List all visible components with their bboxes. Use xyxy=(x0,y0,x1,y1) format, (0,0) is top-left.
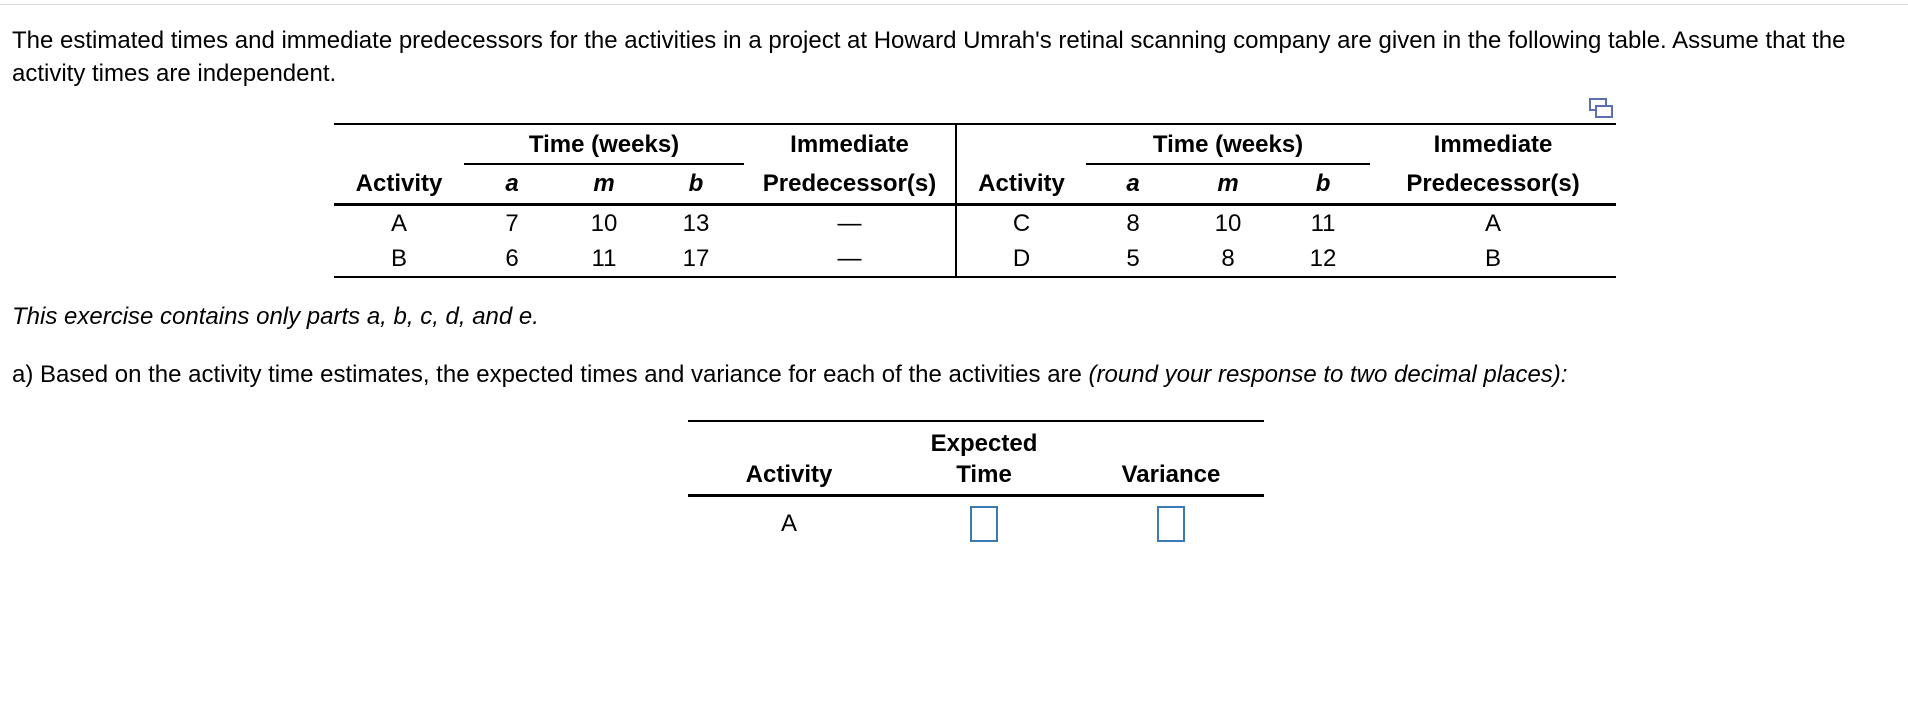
a-cell: 7 xyxy=(505,209,519,237)
table-row xyxy=(688,496,1264,552)
m-cell: 11 xyxy=(560,241,648,277)
a-header: a xyxy=(1086,165,1180,205)
answer-activity-header: Activity xyxy=(688,421,890,496)
copy-table-icon[interactable] xyxy=(1588,97,1614,119)
m-cell: 10 xyxy=(590,209,618,237)
exercise-note: This exercise contains only parts a, b, c, d, and e. xyxy=(12,303,539,330)
predecessor-cell: — xyxy=(837,209,862,237)
predecessors-header: Predecessor(s) xyxy=(1370,165,1616,205)
table-row xyxy=(334,205,1616,242)
b-header: b xyxy=(1276,165,1370,205)
a-cell: 5 xyxy=(1086,241,1180,277)
expected-time-header: Expected Time xyxy=(890,421,1078,496)
immediate-header: Immediate xyxy=(1370,124,1616,165)
m-header: m xyxy=(1180,165,1276,205)
predecessor-table xyxy=(334,123,1616,278)
predecessors-header: Predecessor(s) xyxy=(744,165,956,205)
m-cell: 10 xyxy=(1214,209,1242,237)
activity-cell: A xyxy=(390,209,407,237)
activity-header: Activity xyxy=(956,165,1086,205)
expected-time-input-a[interactable] xyxy=(970,506,998,542)
m-header: m xyxy=(560,165,648,205)
activity-cell: C xyxy=(956,205,1086,242)
variance-input-a[interactable] xyxy=(1157,506,1185,542)
answer-activity-cell: A xyxy=(780,510,797,537)
activity-cell: B xyxy=(334,241,464,277)
predecessor-cell: — xyxy=(744,241,956,277)
b-cell: 12 xyxy=(1276,241,1370,277)
predecessor-cell: A xyxy=(1485,209,1502,237)
time-weeks-header: Time (weeks) xyxy=(1086,124,1370,165)
a-header: a xyxy=(464,165,560,205)
predecessor-cell: B xyxy=(1370,241,1616,277)
answer-table xyxy=(688,420,1264,551)
time-weeks-header: Time (weeks) xyxy=(464,124,744,165)
b-cell: 13 xyxy=(682,209,710,237)
part-a-text: a) Based on the activity time estimates, the expected times and variance for each of the activities are xyxy=(12,361,1089,388)
activity-header: Activity xyxy=(334,165,464,205)
table-row xyxy=(334,241,1616,277)
variance-header: Variance xyxy=(1078,421,1264,496)
activity-cell: D xyxy=(956,241,1086,277)
b-header: b xyxy=(648,165,744,205)
immediate-header: Immediate xyxy=(744,124,956,165)
a-cell: 8 xyxy=(1126,209,1140,237)
b-cell: 17 xyxy=(648,241,744,277)
part-a-hint: (round your response to two decimal places): xyxy=(1088,361,1568,388)
part-a-question xyxy=(12,361,1567,389)
b-cell: 11 xyxy=(1310,209,1336,237)
m-cell: 8 xyxy=(1180,241,1276,277)
top-divider xyxy=(0,4,1908,5)
a-cell: 6 xyxy=(464,241,560,277)
intro-text: The estimated times and immediate predecessors for the activities in a project at Howard Umrah's retinal scanning company are given in the following table. Assume that the activity times are independent. xyxy=(12,27,1846,87)
